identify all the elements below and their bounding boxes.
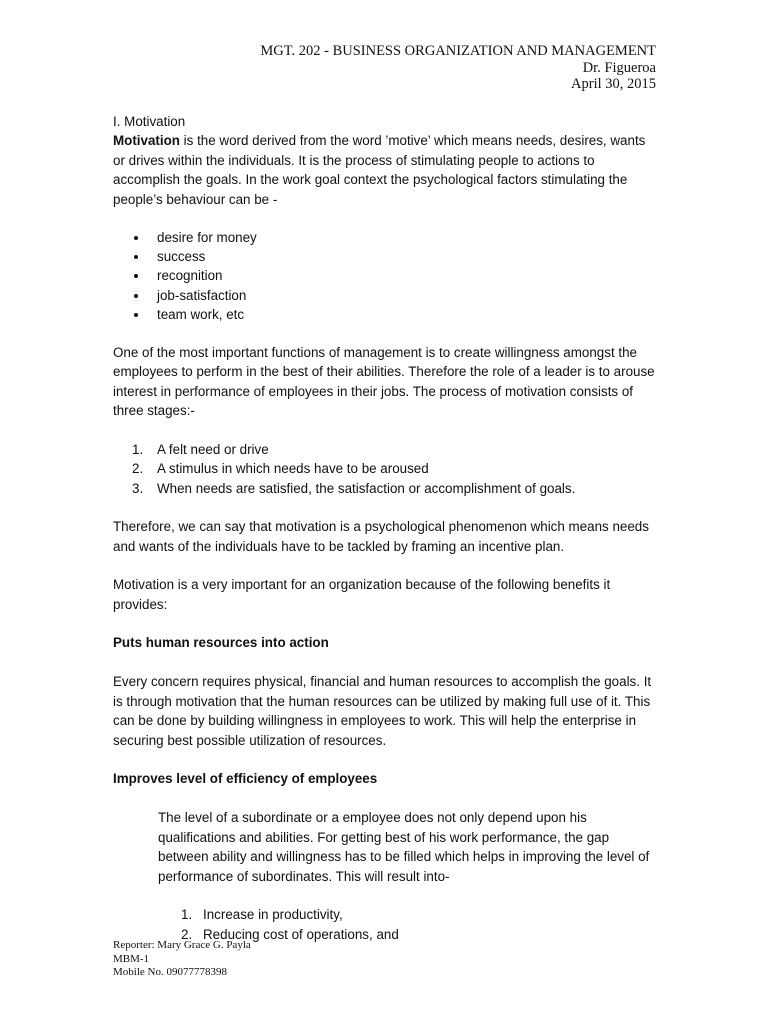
list-item: 1. A felt need or drive (113, 440, 658, 460)
list-number: 1. (181, 907, 193, 923)
list-item: team work, etc (113, 305, 658, 324)
benefits-paragraph: Motivation is a very important for an organization because of the following benefits it provides: (113, 577, 611, 612)
intro-term: Motivation (113, 133, 180, 149)
list-item: success (113, 247, 658, 266)
list-item: recognition (113, 266, 658, 285)
stages-list (113, 440, 658, 499)
program-code: MBM-1 (113, 952, 150, 965)
document-body (113, 112, 658, 963)
instructor-name: Dr. Figueroa (582, 59, 656, 76)
list-number: 3. (132, 480, 144, 496)
resources-paragraph: Every concern requires physical, financial and human resources to accomplish the goals. It is through motivation that the human resources can be utilized by making full use of it. This can be done by building willingness in employees to work. This will help the enterprise in securing best possible utilization of resources. (113, 674, 652, 748)
list-number: 1. (132, 441, 144, 457)
intro-text: is the word derived from the word ’motive’ which means needs, desires, wants or drives within the individuals. It is the process of stimulating people to actions to accomplish the goals. In the work goal context the psychological factors stimulating the people’s behaviour can be - (113, 133, 646, 207)
efficiency-paragraph: The level of a subordinate or a employee does not only depend upon his qualifications and abilities. For getting best of his work performance, the gap between ability and willingness has to be filled which helps in improving the level of performance of subordinates. This will result into- (158, 810, 650, 884)
therefore-paragraph: Therefore, we can say that motivation is a psychological phenomenon which means needs and wants of the individuals have to be tackled by framing an incentive plan. (113, 519, 649, 554)
heading-efficiency: Improves level of efficiency of employees (113, 771, 378, 787)
factors-list (113, 228, 658, 324)
list-item: desire for money (113, 228, 658, 247)
intro-paragraph (113, 131, 658, 209)
list-item: job-satisfaction (113, 286, 658, 305)
bullet-icon (134, 294, 138, 298)
document-date: April 30, 2015 (571, 76, 656, 92)
document-footer (113, 939, 251, 980)
bullet-icon (134, 255, 138, 259)
mobile-number: Mobile No. 09077778398 (113, 966, 227, 978)
management-paragraph: One of the most important functions of management is to create willingness amongst the employees to perform in the best of their abilities. Therefore the role of a leader is to arouse interest in performance of employees in their jobs. The process of motivation consists of three stages:- (113, 344, 655, 419)
document-header (260, 43, 656, 93)
list-item: 2. Reducing cost of operations, and (113, 925, 658, 945)
bullet-icon (134, 313, 138, 317)
heading-human-resources: Puts human resources into action (113, 635, 329, 650)
list-item: 1. Increase in productivity, (113, 905, 658, 925)
reporter-name: Reporter: Mary Grace G. Payla (113, 939, 251, 951)
list-number: 2. (181, 926, 193, 942)
list-item: 2. A stimulus in which needs have to be aroused (113, 459, 658, 479)
list-item: 3. When needs are satisfied, the satisfaction or accomplishment of goals. (113, 479, 658, 499)
section-title: I. Motivation (113, 114, 186, 129)
course-title: MGT. 202 - BUSINESS ORGANIZATION AND MANAGEMENT (260, 43, 656, 59)
list-number: 2. (132, 461, 144, 477)
bullet-icon (134, 274, 138, 278)
bullet-icon (134, 236, 138, 240)
